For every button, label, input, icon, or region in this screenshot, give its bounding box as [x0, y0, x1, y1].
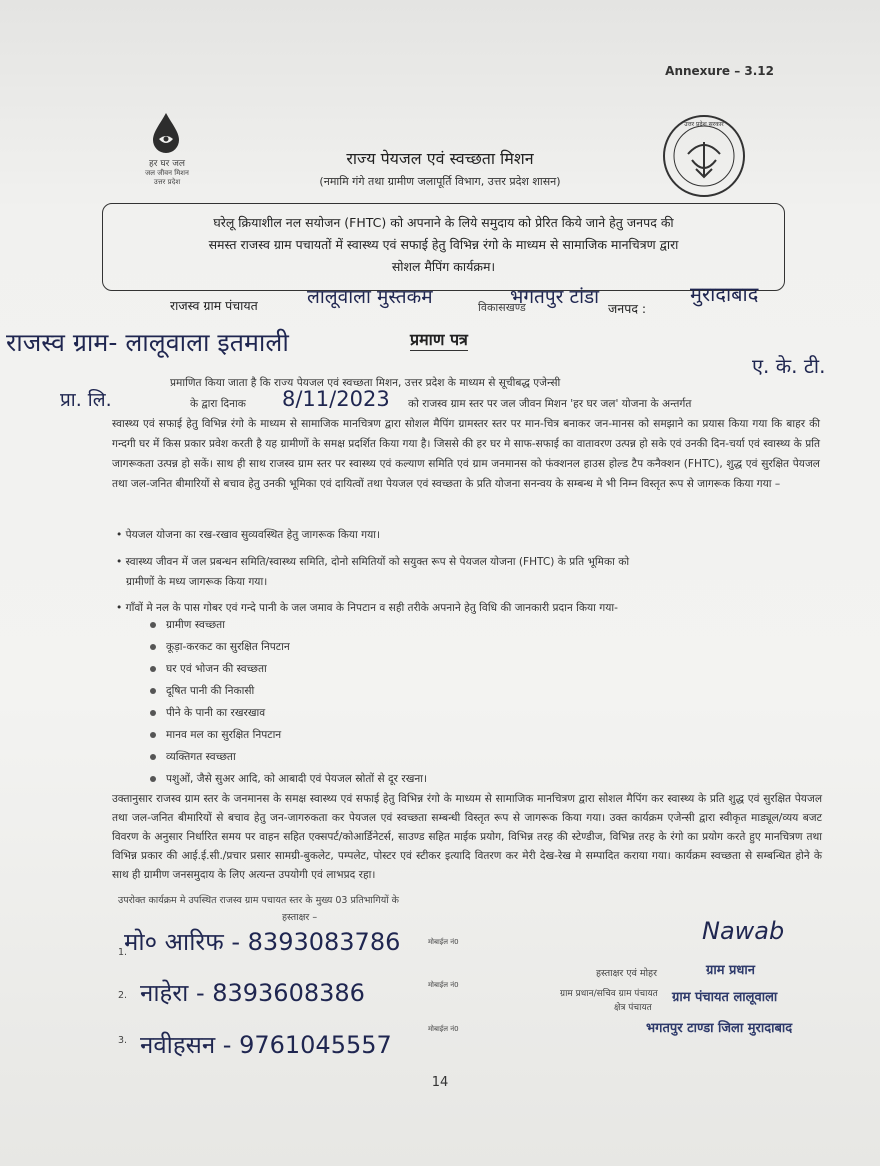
handwritten-revenue-village: राजस्व ग्राम- लालूवाला इतमाली: [6, 328, 289, 357]
signer-3-handwritten: नवीहसन - 9761045557: [140, 1031, 392, 1059]
mobile-label: मोबाईल नं0: [428, 981, 459, 989]
para1-line-2b: को राजस्व ग्राम स्तर पर जल जीवन मिशन 'हर घर जल' योजना के अन्तर्गत: [408, 398, 692, 410]
signer-number: 1.: [118, 947, 128, 958]
sub-list-item: ग्रामीण स्वच्छता: [150, 618, 225, 632]
annexure-label: Annexure – 3.12: [665, 64, 774, 78]
handwritten-agency-suffix: प्रा. लि.: [60, 389, 112, 411]
logo-title: हर घर जल: [149, 159, 185, 169]
label-gram-panchayat: राजस्व ग्राम पंचायत: [170, 298, 258, 313]
bullet-item: • गाँवों मे नल के पास गोबर एवं गन्दे पानी के जल जमाव के निपटान व सही तरीके अपनाने हेतु विधि की जानकारी प्रदान किया गया-: [116, 602, 618, 614]
header-title: राज्य पेयजल एवं स्वच्छता मिशन: [346, 149, 534, 168]
signers-intro: उपरोक्त कार्यक्रम मे उपस्थित राजस्व ग्राम पचायत स्तर के मुख्य 03 प्रतिभागियों के: [118, 895, 399, 906]
program-title-line-3: सोशल मैपिंग कार्यक्रम।: [391, 259, 496, 274]
signer-number: 3.: [118, 1035, 128, 1046]
sub-list-item: व्यक्तिगत स्वच्छता: [150, 750, 236, 764]
signers-label: हस्ताक्षर –: [282, 912, 318, 923]
handwritten-gram-panchayat: लालूवाला मुस्तकम: [307, 286, 433, 308]
certificate-heading: प्रमाण पत्र: [410, 330, 468, 349]
signer-2-handwritten: नाहेरा - 8393608386: [140, 979, 365, 1007]
handwritten-block: भगतपुर टांडा: [510, 286, 600, 308]
sub-list-item: घर एवं भोजन की स्वच्छता: [150, 662, 267, 676]
bullet-item-continued: ग्रामीणों के मध्य जागरूक किया गया।: [126, 576, 268, 588]
handwritten-agency: ए. के. टी.: [752, 354, 826, 378]
svg-text:उत्तर प्रदेश सरकार: उत्तर प्रदेश सरकार: [684, 121, 724, 128]
bullet-item: • पेयजल योजना का रख-रखाव सुव्यवस्थित हेतु जागरूक किया गया।: [116, 529, 380, 541]
signer-1-handwritten: मो० आरिफ - 8393083786: [124, 928, 401, 956]
para2-body: उक्तानुसार राजस्व ग्राम स्तर के जनमानस के समक्ष स्वास्थ्य एवं सफाई हेतु विभिन्न रंगो के माध्यम से सामाजिक मानचित्रण द्वारा सोशल मैपिंग कर स्वास्थ्य के प्रति शुद्ध एवं सुरक्षित पेयजल तथा जल-जनित बीमारियों से बचाव हेतु जन-जागरुकता कर पेयजल एवं स्वच्छता सम्बन्धी विस्तृत रूप से जागरूक किया गया। उक्त कार्यक्रम एजेन्सी द्वारा स्वीकृत माड्यूल/व्यय बजट विवरण के अनुसार निर्धारित समय पर वाहन सहित एक्सपर्ट/कोआर्डिनेटर्स, साउण्ड सहित माईक प्रयोग, विभिन्न तरह की स्टेण्डीज, विभिन्न तरह के रंगो का प्रयोग करते हुए मानचित्रण तथा विभिन्न प्रकार की आई.ई.सी./प्रचार प्रसार सामग्री-बुकलेट, पम्पलेट, पोस्टर एवं स्टीकर इत्यादि वितरण कर मेरी देख-रेख मे सम्पादित कराया गया। कार्यक्रम स्वच्छता से सम्बन्धित होने के साथ ही ग्रामीण जनसमुदाय के लिए अत्यन्त उपयोगी एवं लाभप्रद रहा।: [112, 793, 822, 881]
stamp-block-district: भगतपुर टाण्डा जिला मुरादाबाद: [646, 1021, 793, 1036]
sub-list-item: कूड़ा-करकट का सुरक्षित निपटान: [150, 640, 290, 654]
program-title-line-2: समस्त राजस्व ग्राम पचायतों में स्वास्थ्य एवं सफाई हेतु विभिन्न रंगो के माध्यम से सामाजिक मानचित्रण द्वारा: [208, 237, 679, 252]
stamp-gram-pradhan: ग्राम प्रधान: [706, 963, 755, 978]
program-title-box: [102, 203, 785, 291]
mobile-label: मोबाईल नं0: [428, 938, 459, 946]
label-block: विकासखण्ड: [478, 301, 526, 314]
logo-subtitle: जल जीवन मिशन उत्तर प्रदेश: [145, 169, 189, 186]
area-label: क्षेत्र पंचायत: [614, 1003, 652, 1013]
mobile-label: मोबाईल नं0: [428, 1025, 459, 1033]
handwritten-district: मुरादाबाद: [690, 282, 759, 306]
sub-list-item: मानव मल का सुरक्षित निपटान: [150, 728, 281, 742]
header-subtitle: (नमामि गंगे तथा ग्रामीण जलापूर्ति विभाग, उत्तर प्रदेश शासन): [319, 175, 561, 188]
bullet-item: • स्वास्थ्य जीवन में जल प्रबन्धन समिति/स्वास्थ्य समिति, दोनो समितियों को सयुक्त रूप से पेयजल योजना (FHTC) के प्रति भूमिका को: [116, 556, 630, 568]
pradhan-signature: Nawab: [702, 917, 785, 945]
signer-number: 2.: [118, 990, 128, 1001]
handwritten-date: 8/11/2023: [282, 387, 390, 411]
sign-and-seal-label: हस्ताक्षर एवं मोहर: [596, 968, 657, 979]
program-title-line-1: घरेलू क्रियाशील नल सयोजन (FHTC) को अपनाने के लिये समुदाय को प्रेरित किये जाने हेतु जनपद की: [213, 215, 674, 230]
para1-line-1: प्रमाणित किया जाता है कि राज्य पेयजल एवं स्वच्छता मिशन, उत्तर प्रदेश के माध्यम से सूचीबद्ध एजेन्सी: [170, 377, 561, 389]
para1-line-2a: के द्वारा दिनाक: [190, 398, 246, 410]
role-label: ग्राम प्रधान/सचिव ग्राम पंचायत: [560, 989, 658, 999]
label-district: जनपद :: [608, 301, 647, 316]
stamp-gram-panchayat: ग्राम पंचायत लालूवाला: [672, 990, 778, 1005]
sub-list-item: पशुओं, जैसे सुअर आदि, को आबादी एवं पेयजल स्रोतों से दूर रखना।: [150, 772, 427, 786]
sub-list-item: पीने के पानी का रखरखाव: [150, 706, 265, 720]
page-number: 14: [431, 1075, 449, 1090]
sub-list-item: दूषित पानी की निकासी: [150, 684, 254, 698]
para1-body: स्वास्थ्य एवं सफाई हेतु विभिन्न रंगो के माध्यम से सामाजिक मानचित्रण द्वारा सोशल मैपिंग ग्रामस्तर स्तर पर मान-चित्र बनाकर जन-मानस को समझाने का प्रयास किया गया कि बाहर की गन्दगी घर में किस प्रकार प्रवेश करती है यह ग्रामीणों के समक्ष प्रदर्शित किया गया है। जिससे की हर घर मे साफ-सफाई का वातावरण उत्पन्न हो सके एवं उनकी दिन-चर्या एवं स्वास्थ्य के प्रति जागरूकता उत्पन्न हो सकें। साथ ही साथ राजस्व ग्राम स्तर पर स्वास्थ्य एवं कल्याण समिति एवं ग्राम जनमानस को फंक्शनल हाउस होल्ड टैप कनैक्शन (FHTC), शुद्ध एवं सुरक्षित पेयजल तथा जल-जनित बीमारियों से बचाव हेतु उनकी भूमिका एवं दायित्वों तथा पेयजल एवं स्वच्छता के प्रति योजना सनन्वय के सम्बन्ध मे भी निम्न विस्तृत रूप से जागरूक किया गया –: [112, 418, 820, 490]
